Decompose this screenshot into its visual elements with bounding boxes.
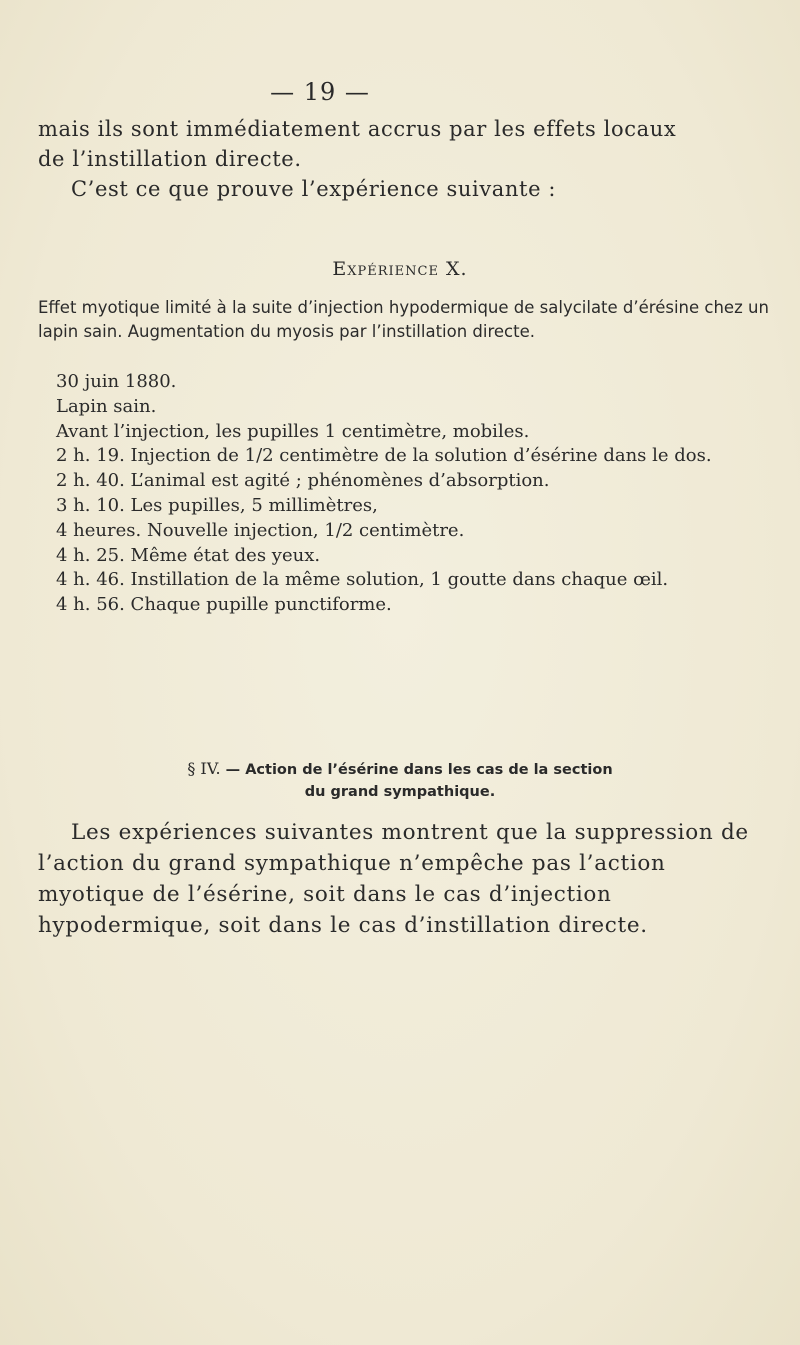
intro-line-3: C’est ce que prouve l’expérience suivante : — [71, 177, 557, 201]
section-heading-line-1 — [0, 758, 800, 781]
log-entry: 4 h. 56. Chaque pupille punctiforme. — [56, 594, 392, 616]
log-entry: 4 heures. Nouvelle injection, 1/2 centimètre. — [56, 519, 465, 541]
experiment-log — [38, 370, 773, 618]
log-entry: 4 h. 46. Instillation de la même solution, 1 goutte dans chaque œil. — [56, 569, 669, 591]
conclusion-paragraph — [38, 817, 773, 941]
section-title-line-2: du grand sympathique. — [304, 784, 496, 800]
intro-line-2: de l’instillation directe. — [38, 147, 302, 171]
experiment-summary-text: Effet myotique limité à la suite d’injection hypodermique de salycilate d’érésine chez un lapin sain. Augmentation du myosis par l’instillation directe. — [38, 298, 769, 341]
conclusion-text: Les expériences suivantes montrent que la suppression de l’action du grand sympathique n’empêche pas l’action myotique de l’ésérine, soit dans le cas d’injection hypodermique, soit dans le cas d’instillation directe. — [38, 820, 749, 938]
experiment-summary — [38, 296, 773, 343]
intro-line-1: mais ils sont immédiatement accrus par les effets locaux — [38, 117, 677, 141]
log-subject: Lapin sain. — [56, 395, 157, 417]
section-heading — [0, 758, 800, 803]
section-title-line-1: — Action de l’ésérine dans les cas de la section — [225, 762, 613, 778]
log-entry: 2 h. 19. Injection de 1/2 centimètre de la solution d’ésérine dans le dos. — [56, 445, 712, 467]
section-number: § IV. — [187, 759, 221, 778]
log-entry: 4 h. 25. Même état des yeux. — [56, 544, 321, 566]
log-entry: Avant l’injection, les pupilles 1 centimètre, mobiles. — [56, 420, 530, 442]
intro-paragraph — [38, 114, 773, 204]
log-entry: 3 h. 10. Les pupilles, 5 millimètres, — [56, 494, 378, 516]
page-number: — 19 — — [270, 78, 370, 106]
log-entry: 2 h. 40. L’animal est agité ; phénomènes d’absorption. — [56, 470, 550, 492]
experiment-heading: Expérience X. — [332, 258, 468, 280]
log-date: 30 juin 1880. — [56, 371, 177, 392]
